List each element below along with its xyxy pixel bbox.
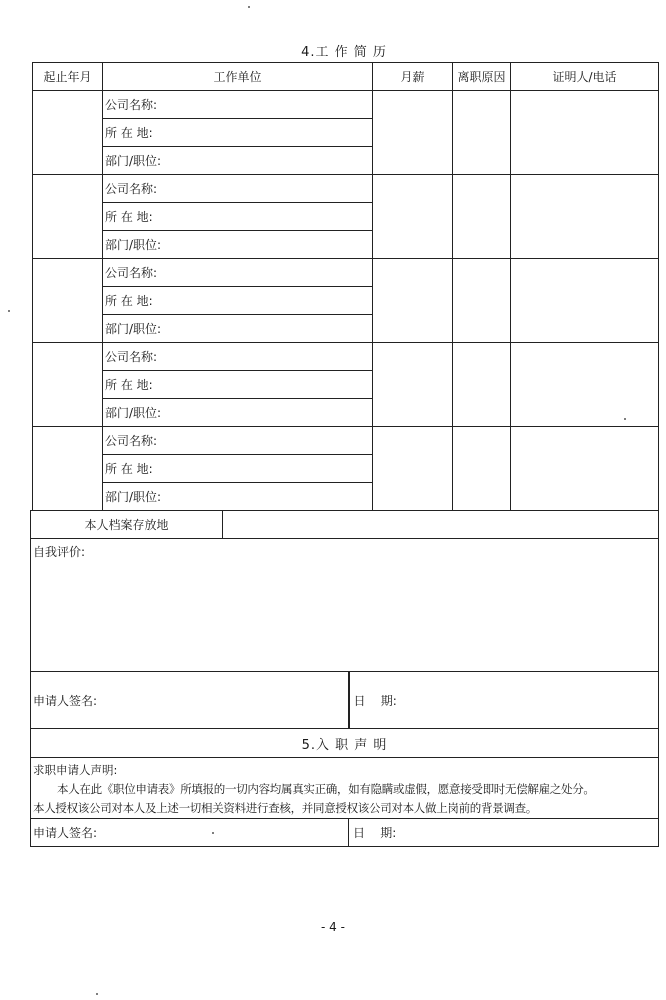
declaration-date-field[interactable]	[349, 819, 659, 847]
salary-cell[interactable]	[373, 427, 453, 511]
dept-label[interactable]: 部门/职位:	[103, 231, 373, 259]
table-row	[33, 175, 659, 203]
declaration-date-label: 日 期:	[353, 826, 397, 840]
scan-speck	[212, 832, 214, 834]
section-5-title: 5.入 职 声 明	[31, 729, 659, 758]
salary-cell[interactable]	[373, 259, 453, 343]
signature-row	[31, 672, 659, 729]
declaration-title-row	[31, 729, 659, 758]
scan-speck	[96, 993, 98, 995]
salary-cell[interactable]	[373, 91, 453, 175]
declaration-line-2: 本人授权该公司对本人及上述一切相关资料进行查核，并同意授权该公司对本人做上岗前的背景调查。	[33, 801, 537, 815]
declaration-text	[31, 758, 659, 819]
reference-cell[interactable]	[511, 259, 659, 343]
reference-cell[interactable]	[511, 175, 659, 259]
table-row	[33, 259, 659, 287]
salary-cell[interactable]	[373, 175, 453, 259]
scan-speck	[8, 310, 10, 312]
header-period: 起止年月	[33, 63, 103, 91]
company-label[interactable]: 公司名称:	[103, 259, 373, 287]
self-eval-field[interactable]	[31, 539, 659, 672]
reason-cell[interactable]	[453, 343, 511, 427]
company-label[interactable]: 公司名称:	[103, 175, 373, 203]
self-evaluation-table	[30, 510, 659, 729]
company-label[interactable]: 公司名称:	[103, 91, 373, 119]
dept-label[interactable]: 部门/职位:	[103, 315, 373, 343]
address-label[interactable]: 所 在 地:	[103, 455, 373, 483]
section-4-title: 4.工 作 简 历	[301, 45, 387, 60]
table-row	[33, 343, 659, 371]
company-label[interactable]: 公司名称:	[103, 427, 373, 455]
declaration-signature-label: 申请人签名:	[33, 826, 98, 840]
table-header-row	[33, 63, 659, 91]
address-label[interactable]: 所 在 地:	[103, 203, 373, 231]
work-history-table	[32, 62, 659, 511]
period-cell[interactable]	[33, 343, 103, 427]
header-reason: 离职原因	[453, 63, 511, 91]
reference-cell[interactable]	[511, 343, 659, 427]
header-salary: 月薪	[373, 63, 453, 91]
signature-label: 申请人签名:	[33, 693, 98, 708]
reason-cell[interactable]	[453, 259, 511, 343]
address-label[interactable]: 所 在 地:	[103, 119, 373, 147]
date-label: 日 期:	[353, 693, 397, 708]
header-reference: 证明人/电话	[511, 63, 659, 91]
dept-label[interactable]: 部门/职位:	[103, 147, 373, 175]
dept-label[interactable]: 部门/职位:	[103, 399, 373, 427]
declaration-signature-field[interactable]	[31, 819, 349, 847]
address-label[interactable]: 所 在 地:	[103, 287, 373, 315]
period-cell[interactable]	[33, 175, 103, 259]
period-cell[interactable]	[33, 91, 103, 175]
declaration-signature-row	[31, 819, 659, 847]
declaration-table	[30, 728, 659, 847]
reference-cell[interactable]	[511, 427, 659, 511]
self-eval-label: 自我评价:	[33, 545, 86, 559]
signature-field[interactable]	[31, 672, 349, 729]
declaration-line-1: 本人在此《职位申请表》所填报的一切内容均属真实正确，如有隐瞒或虚假，愿意接受即时无偿解雇之处分。	[57, 782, 595, 796]
archive-row	[31, 511, 659, 539]
table-row	[33, 427, 659, 455]
address-label[interactable]: 所 在 地:	[103, 371, 373, 399]
company-label[interactable]: 公司名称:	[103, 343, 373, 371]
date-field[interactable]	[349, 672, 659, 729]
reason-cell[interactable]	[453, 91, 511, 175]
self-eval-row	[31, 539, 659, 672]
reason-cell[interactable]	[453, 175, 511, 259]
page-number: - 4 -	[321, 920, 345, 934]
reference-cell[interactable]	[511, 91, 659, 175]
scan-speck	[248, 6, 250, 8]
salary-cell[interactable]	[373, 343, 453, 427]
archive-label: 本人档案存放地	[31, 511, 223, 539]
period-cell[interactable]	[33, 427, 103, 511]
period-cell[interactable]	[33, 259, 103, 343]
archive-field[interactable]	[223, 511, 659, 539]
declaration-text-row	[31, 758, 659, 819]
header-employer: 工作单位	[103, 63, 373, 91]
reason-cell[interactable]	[453, 427, 511, 511]
dept-label[interactable]: 部门/职位:	[103, 483, 373, 511]
declaration-heading: 求职申请人声明:	[33, 763, 118, 777]
table-row	[33, 91, 659, 119]
scan-speck	[624, 418, 626, 420]
